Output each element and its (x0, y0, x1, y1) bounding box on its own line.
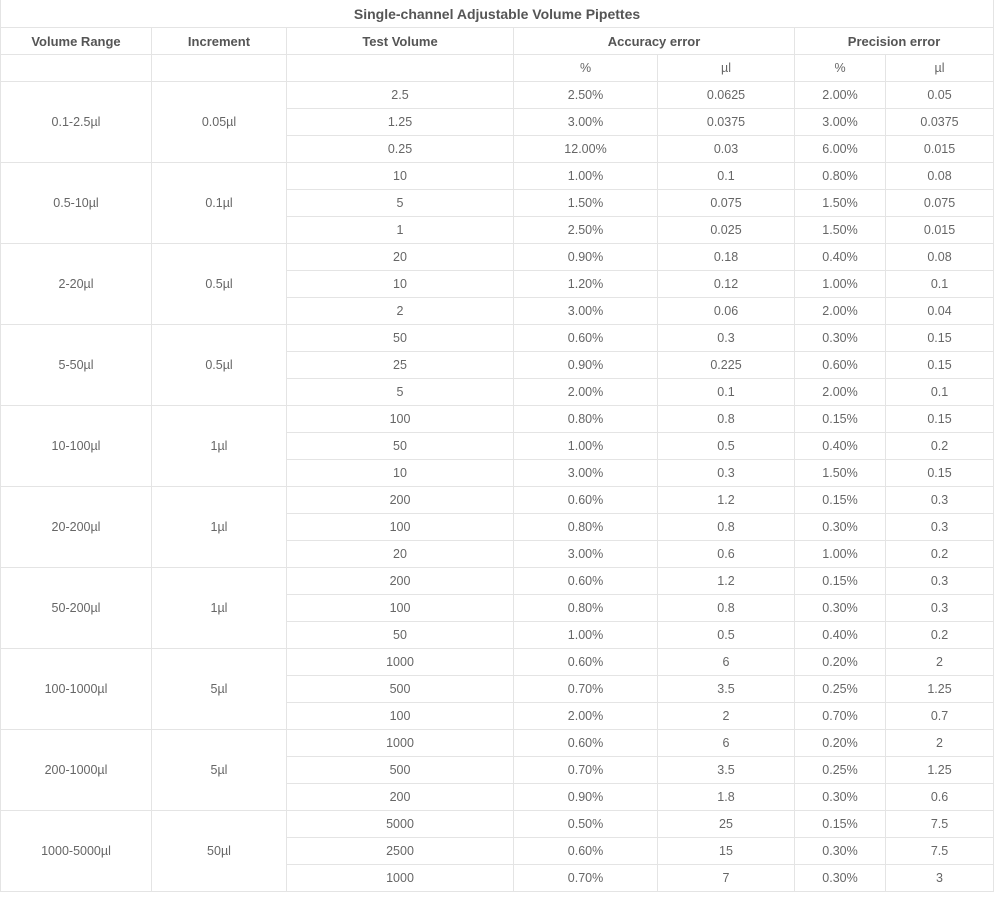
test-volume-cell: 2.5 (287, 82, 514, 109)
table-row (1, 406, 994, 433)
increment-cell: 0.05µl (152, 82, 287, 163)
test-volume-cell: 25 (287, 352, 514, 379)
accuracy-percent-cell: 0.60% (514, 487, 658, 514)
table-row (1, 568, 994, 595)
precision-percent-cell: 3.00% (795, 109, 886, 136)
precision-percent-cell: 0.40% (795, 244, 886, 271)
precision-microliter-cell: 2 (886, 649, 994, 676)
precision-percent-cell: 1.50% (795, 190, 886, 217)
precision-percent-cell: 6.00% (795, 136, 886, 163)
test-volume-cell: 1000 (287, 649, 514, 676)
precision-percent-cell: 0.15% (795, 811, 886, 838)
unit-precision-microliter: µl (886, 55, 994, 82)
accuracy-microliter-cell: 0.3 (658, 460, 795, 487)
accuracy-microliter-cell: 25 (658, 811, 795, 838)
accuracy-percent-cell: 0.50% (514, 811, 658, 838)
precision-microliter-cell: 0.1 (886, 271, 994, 298)
table-row (1, 244, 994, 271)
accuracy-microliter-cell: 3.5 (658, 757, 795, 784)
volume-range-cell: 5-50µl (1, 325, 152, 406)
unit-empty-cell (152, 55, 287, 82)
precision-percent-cell: 0.30% (795, 865, 886, 892)
table-row (1, 730, 994, 757)
accuracy-percent-cell: 1.20% (514, 271, 658, 298)
accuracy-percent-cell: 1.00% (514, 433, 658, 460)
test-volume-cell: 1.25 (287, 109, 514, 136)
accuracy-percent-cell: 0.70% (514, 865, 658, 892)
accuracy-percent-cell: 0.60% (514, 730, 658, 757)
accuracy-microliter-cell: 0.3 (658, 325, 795, 352)
precision-microliter-cell: 0.2 (886, 433, 994, 460)
accuracy-percent-cell: 0.60% (514, 838, 658, 865)
accuracy-percent-cell: 0.90% (514, 244, 658, 271)
test-volume-cell: 100 (287, 514, 514, 541)
test-volume-cell: 500 (287, 676, 514, 703)
accuracy-microliter-cell: 0.5 (658, 622, 795, 649)
precision-percent-cell: 1.00% (795, 541, 886, 568)
accuracy-microliter-cell: 0.025 (658, 217, 795, 244)
precision-percent-cell: 0.20% (795, 730, 886, 757)
accuracy-percent-cell: 0.80% (514, 595, 658, 622)
increment-cell: 1µl (152, 406, 287, 487)
precision-microliter-cell: 0.3 (886, 487, 994, 514)
precision-percent-cell: 0.20% (795, 649, 886, 676)
accuracy-percent-cell: 2.00% (514, 379, 658, 406)
test-volume-cell: 100 (287, 703, 514, 730)
precision-percent-cell: 1.50% (795, 460, 886, 487)
accuracy-percent-cell: 1.50% (514, 190, 658, 217)
accuracy-microliter-cell: 0.6 (658, 541, 795, 568)
test-volume-cell: 20 (287, 244, 514, 271)
precision-percent-cell: 0.30% (795, 514, 886, 541)
test-volume-cell: 10 (287, 271, 514, 298)
test-volume-cell: 50 (287, 433, 514, 460)
accuracy-microliter-cell: 6 (658, 730, 795, 757)
table-row (1, 325, 994, 352)
header-precision-error: Precision error (795, 28, 994, 55)
precision-percent-cell: 0.30% (795, 784, 886, 811)
test-volume-cell: 0.25 (287, 136, 514, 163)
precision-microliter-cell: 0.15 (886, 406, 994, 433)
precision-microliter-cell: 0.08 (886, 244, 994, 271)
precision-microliter-cell: 0.3 (886, 568, 994, 595)
accuracy-microliter-cell: 3.5 (658, 676, 795, 703)
accuracy-microliter-cell: 0.8 (658, 406, 795, 433)
accuracy-microliter-cell: 0.225 (658, 352, 795, 379)
accuracy-percent-cell: 0.70% (514, 757, 658, 784)
accuracy-microliter-cell: 0.1 (658, 163, 795, 190)
precision-microliter-cell: 3 (886, 865, 994, 892)
title-row (1, 0, 994, 28)
precision-microliter-cell: 7.5 (886, 811, 994, 838)
unit-empty-cell (1, 55, 152, 82)
accuracy-microliter-cell: 0.18 (658, 244, 795, 271)
precision-microliter-cell: 0.15 (886, 325, 994, 352)
precision-percent-cell: 2.00% (795, 298, 886, 325)
volume-range-cell: 10-100µl (1, 406, 152, 487)
header-increment: Increment (152, 28, 287, 55)
accuracy-microliter-cell: 7 (658, 865, 795, 892)
accuracy-microliter-cell: 1.8 (658, 784, 795, 811)
precision-microliter-cell: 0.075 (886, 190, 994, 217)
accuracy-microliter-cell: 1.2 (658, 568, 795, 595)
increment-cell: 0.1µl (152, 163, 287, 244)
precision-microliter-cell: 1.25 (886, 676, 994, 703)
accuracy-percent-cell: 0.80% (514, 514, 658, 541)
precision-percent-cell: 1.00% (795, 271, 886, 298)
unit-precision-percent: % (795, 55, 886, 82)
increment-cell: 0.5µl (152, 244, 287, 325)
header-row (1, 28, 994, 55)
unit-empty-cell (287, 55, 514, 82)
precision-microliter-cell: 0.3 (886, 595, 994, 622)
accuracy-microliter-cell: 0.5 (658, 433, 795, 460)
volume-range-cell: 100-1000µl (1, 649, 152, 730)
test-volume-cell: 1 (287, 217, 514, 244)
test-volume-cell: 2500 (287, 838, 514, 865)
accuracy-percent-cell: 12.00% (514, 136, 658, 163)
precision-percent-cell: 1.50% (795, 217, 886, 244)
precision-percent-cell: 0.60% (795, 352, 886, 379)
accuracy-microliter-cell: 0.0625 (658, 82, 795, 109)
precision-microliter-cell: 0.15 (886, 460, 994, 487)
precision-percent-cell: 0.25% (795, 757, 886, 784)
precision-percent-cell: 2.00% (795, 379, 886, 406)
accuracy-percent-cell: 0.60% (514, 568, 658, 595)
accuracy-percent-cell: 3.00% (514, 541, 658, 568)
test-volume-cell: 50 (287, 325, 514, 352)
precision-microliter-cell: 0.3 (886, 514, 994, 541)
accuracy-percent-cell: 0.90% (514, 784, 658, 811)
volume-range-cell: 20-200µl (1, 487, 152, 568)
test-volume-cell: 10 (287, 163, 514, 190)
precision-percent-cell: 0.15% (795, 487, 886, 514)
accuracy-percent-cell: 3.00% (514, 109, 658, 136)
precision-percent-cell: 0.30% (795, 838, 886, 865)
accuracy-percent-cell: 0.60% (514, 649, 658, 676)
increment-cell: 50µl (152, 811, 287, 892)
volume-range-cell: 1000-5000µl (1, 811, 152, 892)
precision-percent-cell: 2.00% (795, 82, 886, 109)
accuracy-microliter-cell: 0.1 (658, 379, 795, 406)
test-volume-cell: 200 (287, 487, 514, 514)
accuracy-percent-cell: 2.00% (514, 703, 658, 730)
increment-cell: 0.5µl (152, 325, 287, 406)
precision-microliter-cell: 0.2 (886, 622, 994, 649)
precision-microliter-cell: 0.0375 (886, 109, 994, 136)
precision-percent-cell: 0.15% (795, 406, 886, 433)
precision-percent-cell: 0.15% (795, 568, 886, 595)
precision-microliter-cell: 0.05 (886, 82, 994, 109)
table-row (1, 487, 994, 514)
precision-percent-cell: 0.80% (795, 163, 886, 190)
volume-range-cell: 0.1-2.5µl (1, 82, 152, 163)
increment-cell: 5µl (152, 649, 287, 730)
precision-microliter-cell: 7.5 (886, 838, 994, 865)
test-volume-cell: 1000 (287, 865, 514, 892)
table-row (1, 649, 994, 676)
test-volume-cell: 5 (287, 379, 514, 406)
precision-microliter-cell: 0.08 (886, 163, 994, 190)
accuracy-microliter-cell: 0.03 (658, 136, 795, 163)
accuracy-percent-cell: 3.00% (514, 298, 658, 325)
accuracy-microliter-cell: 0.8 (658, 595, 795, 622)
test-volume-cell: 100 (287, 595, 514, 622)
increment-cell: 5µl (152, 730, 287, 811)
test-volume-cell: 10 (287, 460, 514, 487)
test-volume-cell: 500 (287, 757, 514, 784)
table-row (1, 82, 994, 109)
test-volume-cell: 2 (287, 298, 514, 325)
accuracy-percent-cell: 1.00% (514, 163, 658, 190)
precision-percent-cell: 0.70% (795, 703, 886, 730)
accuracy-microliter-cell: 0.0375 (658, 109, 795, 136)
accuracy-percent-cell: 0.90% (514, 352, 658, 379)
test-volume-cell: 20 (287, 541, 514, 568)
precision-percent-cell: 0.40% (795, 622, 886, 649)
precision-percent-cell: 0.25% (795, 676, 886, 703)
accuracy-percent-cell: 0.60% (514, 325, 658, 352)
accuracy-microliter-cell: 0.8 (658, 514, 795, 541)
test-volume-cell: 200 (287, 784, 514, 811)
header-test-volume: Test Volume (287, 28, 514, 55)
table-body (1, 82, 994, 892)
precision-microliter-cell: 2 (886, 730, 994, 757)
precision-percent-cell: 0.40% (795, 433, 886, 460)
precision-percent-cell: 0.30% (795, 595, 886, 622)
table-row (1, 811, 994, 838)
volume-range-cell: 50-200µl (1, 568, 152, 649)
accuracy-microliter-cell: 0.075 (658, 190, 795, 217)
accuracy-percent-cell: 1.00% (514, 622, 658, 649)
precision-percent-cell: 0.30% (795, 325, 886, 352)
unit-accuracy-microliter: µl (658, 55, 795, 82)
accuracy-percent-cell: 0.80% (514, 406, 658, 433)
accuracy-percent-cell: 3.00% (514, 460, 658, 487)
accuracy-microliter-cell: 1.2 (658, 487, 795, 514)
accuracy-microliter-cell: 0.12 (658, 271, 795, 298)
precision-microliter-cell: 0.15 (886, 352, 994, 379)
accuracy-microliter-cell: 0.06 (658, 298, 795, 325)
precision-microliter-cell: 0.015 (886, 136, 994, 163)
accuracy-percent-cell: 0.70% (514, 676, 658, 703)
test-volume-cell: 50 (287, 622, 514, 649)
precision-microliter-cell: 0.015 (886, 217, 994, 244)
precision-microliter-cell: 0.04 (886, 298, 994, 325)
volume-range-cell: 2-20µl (1, 244, 152, 325)
test-volume-cell: 1000 (287, 730, 514, 757)
test-volume-cell: 100 (287, 406, 514, 433)
test-volume-cell: 5000 (287, 811, 514, 838)
accuracy-microliter-cell: 2 (658, 703, 795, 730)
volume-range-cell: 200-1000µl (1, 730, 152, 811)
header-accuracy-error: Accuracy error (514, 28, 795, 55)
accuracy-microliter-cell: 6 (658, 649, 795, 676)
increment-cell: 1µl (152, 568, 287, 649)
table-row (1, 163, 994, 190)
header-volume-range: Volume Range (1, 28, 152, 55)
test-volume-cell: 5 (287, 190, 514, 217)
accuracy-percent-cell: 2.50% (514, 82, 658, 109)
precision-microliter-cell: 0.6 (886, 784, 994, 811)
increment-cell: 1µl (152, 487, 287, 568)
accuracy-percent-cell: 2.50% (514, 217, 658, 244)
table-title: Single-channel Adjustable Volume Pipettes (1, 0, 994, 28)
precision-microliter-cell: 0.2 (886, 541, 994, 568)
precision-microliter-cell: 0.1 (886, 379, 994, 406)
unit-accuracy-percent: % (514, 55, 658, 82)
unit-row (1, 55, 994, 82)
volume-range-cell: 0.5-10µl (1, 163, 152, 244)
accuracy-microliter-cell: 15 (658, 838, 795, 865)
test-volume-cell: 200 (287, 568, 514, 595)
precision-microliter-cell: 1.25 (886, 757, 994, 784)
precision-microliter-cell: 0.7 (886, 703, 994, 730)
